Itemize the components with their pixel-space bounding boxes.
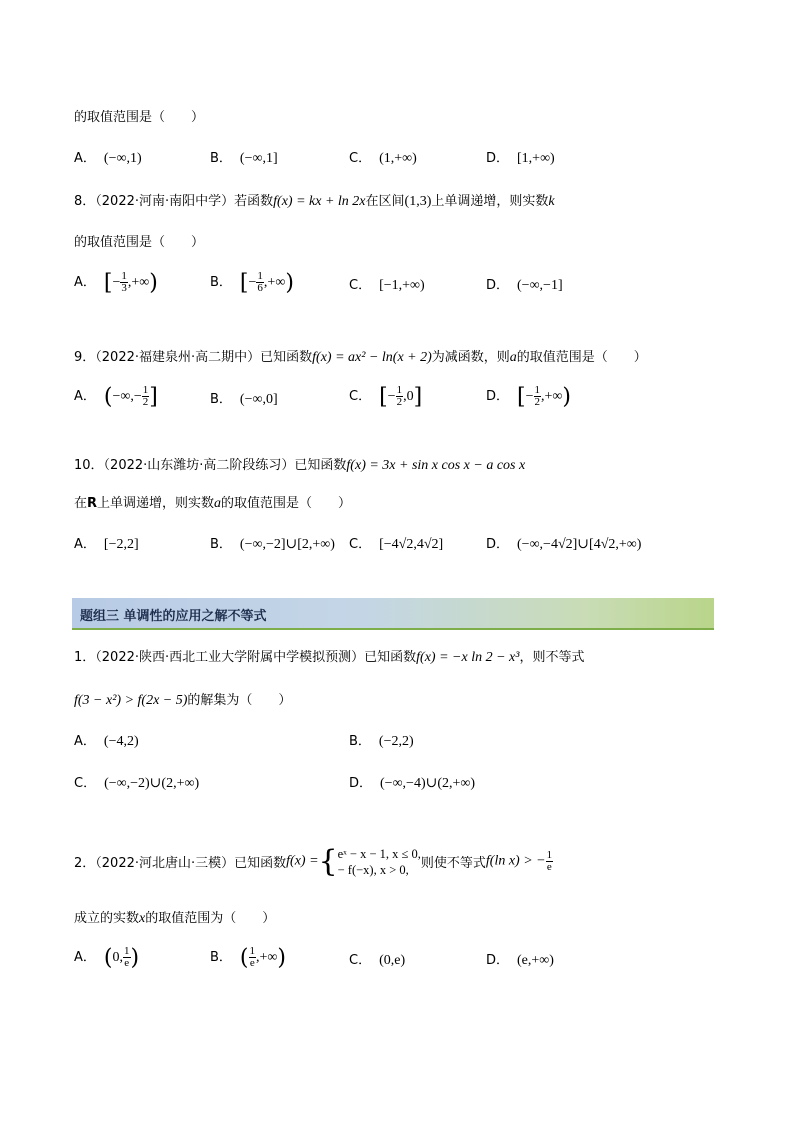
q8-option-a[interactable] xyxy=(74,270,158,295)
option-label: C． xyxy=(349,151,372,166)
q9-option-b[interactable] xyxy=(210,388,278,408)
option-label: A． xyxy=(74,949,96,965)
option-label: B． xyxy=(210,392,232,407)
function-formula: f(x) = ax² − ln(x + 2) xyxy=(312,350,432,365)
q9-option-c[interactable] xyxy=(349,384,422,409)
p1-option-a[interactable] xyxy=(74,730,139,750)
option-value: (−∞,−4√2]∪[4√2,+∞) xyxy=(517,537,642,552)
option-value: [− $\frac{1}{2}$ ,0] xyxy=(379,384,423,409)
function-formula: f(x) = −x ln 2 − x³ xyxy=(416,650,520,665)
option-value: (−∞,− $\frac{1}{2}$ ] xyxy=(103,384,158,409)
option-value: [−1,+∞) xyxy=(379,278,425,293)
real-numbers-symbol: R xyxy=(87,496,98,511)
stem-text: 的解集为（ ） xyxy=(187,693,292,708)
q8-stem-tail: 的取值范围是（ ） xyxy=(74,235,205,250)
option-label: C． xyxy=(349,537,372,552)
q10-stem xyxy=(74,454,525,474)
option-value: [−2,2] xyxy=(103,537,139,552)
question-source: （2022·福建泉州·高二期中） xyxy=(95,350,261,365)
variable: k xyxy=(548,194,555,209)
option-value: (−4,2) xyxy=(103,734,139,749)
option-value: [−4√2,4√2] xyxy=(379,537,444,552)
question-source: （2022·河北唐山·三模） xyxy=(95,856,235,871)
option-value: (−∞,−1] xyxy=(517,278,563,293)
option-label: B． xyxy=(210,151,232,166)
case-1: eˣ − x − 1, x ≤ 0, xyxy=(337,846,421,861)
option-label: A． xyxy=(74,537,96,552)
inequality: f(ln x) > − xyxy=(485,853,546,869)
stem-text: 的取值范围是（ ） xyxy=(516,350,647,365)
option-label: C． xyxy=(349,388,372,404)
q10-option-c[interactable] xyxy=(349,533,443,553)
stem-text: 已知函数 xyxy=(260,350,313,365)
function-formula: f(x) = 3x + sin x cos x − a cos x xyxy=(346,458,526,473)
stem-text: 已知函数 xyxy=(234,856,287,871)
option-value: (−∞,0] xyxy=(239,392,278,407)
option-value: (0,e) xyxy=(379,953,406,968)
p2-option-c[interactable] xyxy=(349,949,405,969)
q9-option-a[interactable] xyxy=(74,384,158,409)
q8-option-c[interactable] xyxy=(349,274,425,294)
p2-stem-line2 xyxy=(74,907,275,927)
stem-text: 的取值范围为（ ） xyxy=(145,911,276,926)
q10-stem-line2 xyxy=(74,492,351,512)
option-value: (−∞,−2)∪(2,+∞) xyxy=(104,776,200,791)
option-value: (e,+∞) xyxy=(517,953,554,968)
option-label: D． xyxy=(486,388,510,404)
question-number: 8． xyxy=(74,194,96,209)
option-value: [− $\frac{1}{6}$ ,+∞) xyxy=(239,270,294,295)
stem-text: 已知函数 xyxy=(294,458,347,473)
option-label: B． xyxy=(210,274,232,290)
p2-option-b[interactable] xyxy=(210,945,286,970)
q7-option-b[interactable] xyxy=(210,147,278,167)
option-value: (−∞,−2]∪[2,+∞) xyxy=(239,537,335,552)
option-value: ( $\frac{1}{e}$ ,+∞) xyxy=(239,945,286,970)
option-value: (0, $\frac{1}{e}$ ) xyxy=(103,945,140,970)
option-label: A． xyxy=(74,388,96,404)
p1-option-c[interactable] xyxy=(74,772,199,792)
fraction xyxy=(546,850,554,873)
stem-text: 已知函数 xyxy=(364,650,417,665)
stem-text: 成立的实数 xyxy=(74,911,140,926)
q7-stem-tail: 的取值范围是（ ） xyxy=(74,110,205,125)
option-value: [− $\frac{1}{2}$ ,+∞) xyxy=(517,384,571,409)
denominator: e xyxy=(546,861,552,873)
p1-stem xyxy=(74,646,584,666)
q7-option-d[interactable] xyxy=(486,147,555,167)
section-header xyxy=(72,598,714,630)
stem-text: 上单调递增，则实数 xyxy=(97,496,215,511)
variable: a xyxy=(214,496,222,511)
stem-text: 的取值范围是（ ） xyxy=(221,496,352,511)
option-label: C． xyxy=(349,278,372,293)
question-source: （2022·山东潍坊·高二阶段练习） xyxy=(103,458,295,473)
q10-option-a[interactable] xyxy=(74,533,139,553)
option-value: [1,+∞) xyxy=(517,151,555,166)
piecewise-brace: { xyxy=(318,844,338,879)
piecewise-lhs: f(x) = xyxy=(286,853,319,869)
stem-text: 在 xyxy=(74,496,88,511)
question-number: 9． xyxy=(74,350,96,365)
question-number: 2． xyxy=(74,856,96,871)
stem-text: 上单调递增，则实数 xyxy=(431,194,549,209)
q10-option-d[interactable] xyxy=(486,533,641,553)
option-value: (−∞,1) xyxy=(103,151,142,166)
question-source: （2022·河南·南阳中学） xyxy=(95,194,235,209)
function-formula: f(x) = kx + ln 2x xyxy=(273,194,366,209)
stem-text: 为减函数，则 xyxy=(431,350,510,365)
case-2: − f(−x), x > 0, xyxy=(337,862,409,877)
piecewise-cases xyxy=(338,846,421,878)
q8-option-d[interactable] xyxy=(486,274,563,294)
option-label: D． xyxy=(486,953,510,968)
p1-stem-line2 xyxy=(74,689,291,709)
p2-option-d[interactable] xyxy=(486,949,554,969)
option-label: C． xyxy=(349,953,372,968)
stem-text: 若函数 xyxy=(234,194,274,209)
option-value: (−∞,−4)∪(2,+∞) xyxy=(380,776,476,791)
option-label: B． xyxy=(210,537,232,552)
question-source: （2022·陕西·西北工业大学附属中学模拟预测） xyxy=(95,650,365,665)
interval: (1,3) xyxy=(404,194,432,209)
section-title: 题组三 单调性的应用之解不等式 xyxy=(80,609,267,624)
stem-text: 在区间 xyxy=(365,194,405,209)
q7-option-a[interactable] xyxy=(74,147,142,167)
numerator: 1 xyxy=(546,849,553,861)
option-label: D． xyxy=(486,537,510,552)
q9-option-d[interactable] xyxy=(486,384,571,409)
question-number: 10． xyxy=(74,458,104,473)
p2-stem xyxy=(74,844,553,879)
option-label: C． xyxy=(74,776,97,791)
variable: a xyxy=(509,350,517,365)
p1-option-d[interactable] xyxy=(349,772,475,792)
option-label: A． xyxy=(74,151,96,166)
stem-text: ，则不等式 xyxy=(519,650,585,665)
q9-stem xyxy=(74,346,647,366)
option-label: B． xyxy=(210,949,232,965)
variable: x xyxy=(139,911,146,926)
option-label: B． xyxy=(349,734,371,749)
option-value: [− $\frac{1}{3}$ ,+∞) xyxy=(103,270,158,295)
stem-text: 则使不等式 xyxy=(420,856,486,871)
q8-option-b[interactable] xyxy=(210,270,294,295)
inequality: f(3 − x²) > f(2x − 5) xyxy=(74,693,188,708)
option-label: D． xyxy=(486,151,510,166)
option-value: (1,+∞) xyxy=(379,151,417,166)
q7-option-c[interactable] xyxy=(349,147,417,167)
q8-stem xyxy=(74,190,555,210)
option-value: (−∞,1] xyxy=(239,151,278,166)
option-label: A． xyxy=(74,734,96,749)
option-value: (−2,2) xyxy=(378,734,414,749)
q10-option-b[interactable] xyxy=(210,533,335,553)
option-label: D． xyxy=(349,776,373,791)
p2-option-a[interactable] xyxy=(74,945,139,970)
option-label: A． xyxy=(74,274,96,290)
question-number: 1． xyxy=(74,650,96,665)
p1-option-b[interactable] xyxy=(349,730,414,750)
option-label: D． xyxy=(486,278,510,293)
